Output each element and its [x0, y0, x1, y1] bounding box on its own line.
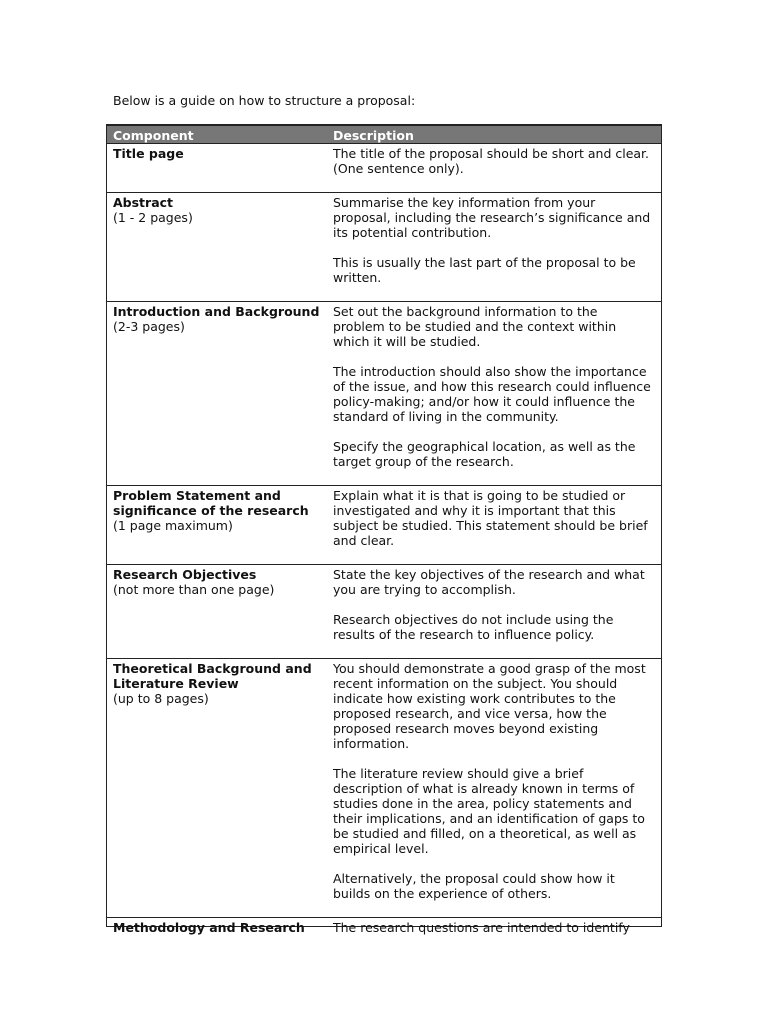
description-paragraph: This is usually the last part of the proposal to be written. [333, 255, 636, 285]
table-row [107, 659, 661, 918]
component-title: Problem Statement and significance of the research [113, 488, 309, 518]
component-cell [107, 144, 327, 193]
component-cell [107, 918, 327, 936]
component-length-note: (not more than one page) [113, 582, 275, 597]
component-length-note: (up to 8 pages) [113, 691, 209, 706]
table-row [107, 193, 661, 302]
description-paragraph: State the key objectives of the research and what you are trying to accomplish. [333, 567, 645, 597]
component-title: Research Objectives [113, 567, 257, 582]
table-row [107, 918, 661, 936]
description-paragraph: Summarise the key information from your proposal, including the research’s significance and its potential contribution. [333, 195, 651, 240]
component-title: Theoretical Background and Literature Review [113, 661, 312, 691]
component-length-note: (1 - 2 pages) [113, 210, 193, 225]
intro-text: Below is a guide on how to structure a proposal: [113, 93, 416, 108]
component-cell [107, 302, 327, 486]
table-row [107, 486, 661, 565]
description-paragraph: The introduction should also show the importance of the issue, and how this research could influence policy-making; and/or how it could influence the standard of living in the community. [333, 364, 651, 424]
description-paragraph: You should demonstrate a good grasp of the most recent information on the subject. You should indicate how existing work contributes to the proposed research, and vice versa, how the proposed research moves beyond existing information. [333, 661, 646, 751]
table-row [107, 565, 661, 659]
table-row [107, 302, 661, 486]
component-title: Methodology and Research [113, 920, 305, 935]
component-title: Title page [113, 146, 184, 161]
description-cell [327, 144, 661, 193]
description-cell [327, 302, 661, 486]
description-paragraph: The research questions are intended to identify [333, 920, 630, 935]
component-title: Introduction and Background [113, 304, 320, 319]
component-title: Abstract [113, 195, 174, 210]
table-header-row [107, 125, 661, 144]
description-paragraph: Explain what it is that is going to be studied or investigated and why it is important that this subject be studied. This statement should be brief and clear. [333, 488, 648, 548]
description-paragraph: The literature review should give a brief description of what is already known in terms of studies done in the area, policy statements and their implications, and an identification of gaps to be studied and filled, on a theoretical, as well as empirical level. [333, 766, 645, 856]
description-paragraph: The title of the proposal should be short and clear. (One sentence only). [333, 146, 650, 176]
description-cell [327, 486, 661, 565]
header-description: Description [327, 125, 661, 144]
description-paragraph: Set out the background information to the problem to be studied and the context within which it will be studied. [333, 304, 617, 349]
component-cell [107, 565, 327, 659]
component-length-note: (2-3 pages) [113, 319, 185, 334]
description-cell [327, 918, 661, 936]
component-cell [107, 193, 327, 302]
description-cell [327, 193, 661, 302]
description-cell [327, 659, 661, 918]
component-cell [107, 659, 327, 918]
description-cell [327, 565, 661, 659]
table-row [107, 144, 661, 193]
proposal-structure-table [106, 124, 662, 935]
header-component: Component [107, 125, 327, 144]
component-cell [107, 486, 327, 565]
description-paragraph: Research objectives do not include using the results of the research to influence policy. [333, 612, 614, 642]
component-length-note: (1 page maximum) [113, 518, 233, 533]
description-paragraph: Specify the geographical location, as well as the target group of the research. [333, 439, 636, 469]
description-paragraph: Alternatively, the proposal could show how it builds on the experience of others. [333, 871, 615, 901]
